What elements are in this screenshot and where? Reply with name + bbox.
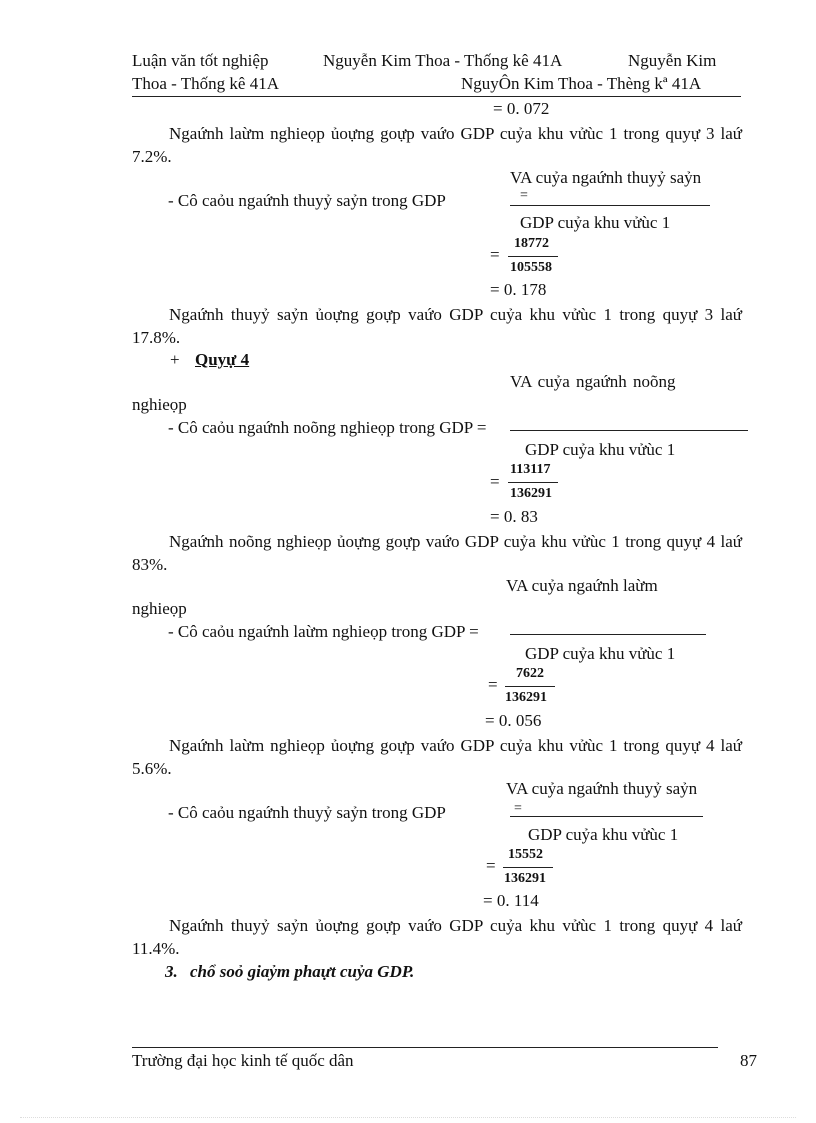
header-rule [132,96,741,97]
fraction-bar [510,430,748,431]
header-author: Nguyễn Kim Thoa - Thống kê 41A [323,51,563,70]
bullet-plus: + [170,350,180,369]
fraction-numerator-label-cont: nghieọp [132,599,187,618]
fraction-denominator: 136291 [505,690,547,705]
header-author-garbled: NguyÔn Kim Thoa - Thèng kª 41A [461,74,702,93]
fraction-bar [508,482,558,483]
fraction-denominator: 136291 [510,486,552,501]
page-number: 87 [740,1051,757,1070]
paragraph: Ngaứnh laừm nghieọp ủoựng goựp vaứo GDP cuỷa khu vửùc 1 trong quyự 4 laứ 5.6%. [132,736,742,778]
fraction-bar [510,816,703,817]
paragraph: Ngaứnh thuyỷ saỷn ủoựng goựp vaứo GDP cuỷa khu vửùc 1 trong quyự 4 laứ 11.4%. [132,916,742,958]
formula-label: - Cô caỏu ngaứnh laừm nghieọp trong GDP = [168,622,479,641]
fraction-denominator: 105558 [510,260,552,275]
fraction-denominator-label: GDP cuỷa khu vửùc 1 [525,440,676,459]
fraction-bar [505,686,555,687]
fraction-bar [503,867,553,868]
quarter-heading: Quyự 4 [195,350,250,369]
equals-sign: = [520,188,528,203]
result-value: = 0. 83 [490,507,538,526]
page-edge [20,1117,796,1118]
formula-label: - Cô caỏu ngaứnh thuyỷ saỷn trong GDP [168,191,446,210]
paragraph: Ngaứnh laừm nghieọp ủoựng goựp vaứo GDP cuỷa khu vửùc 1 trong quyự 3 laứ 7.2%. [132,124,742,166]
fraction-numerator-label: VA cuỷa ngaứnh thuyỷ saỷn [510,168,702,187]
fraction-numerator-label-cont: nghieọp [132,395,187,414]
equals-sign: = [490,245,500,264]
formula-label: - Cô caỏu ngaứnh thuyỷ saỷn trong GDP [168,803,446,822]
section-title: chổ soỏ giaỷm phaựt cuỷa GDP. [190,962,415,981]
paragraph: Ngaứnh noõng nghieọp ủoựng goựp vaứo GDP cuỷa khu vửùc 1 trong quyự 4 laứ 83%. [132,532,742,574]
formula-label: - Cô caỏu ngaứnh noõng nghieọp trong GDP = [168,418,487,437]
fraction-numerator-label: VA cuỷa ngaứnh noõng [510,372,676,391]
header-thesis-label: Luận văn tốt nghiệp [132,51,269,70]
section-number: 3. [165,962,178,981]
result-value: = 0. 178 [490,280,547,299]
fraction-numerator: 7622 [516,666,544,681]
footer-school: Trường đại học kinh tế quốc dân [132,1051,354,1070]
fraction-numerator-label: VA cuỷa ngaứnh laừm [506,576,658,595]
fraction-bar [510,205,710,206]
fraction-denominator: 136291 [504,871,546,886]
fraction-bar [510,634,706,635]
equals-sign: = [490,472,500,491]
header-author-wrap: Nguyễn Kim [628,51,717,70]
fraction-denominator-label: GDP cuỷa khu vửùc 1 [528,825,679,844]
result-value: = 0. 072 [493,99,550,118]
fraction-denominator-label: GDP cuỷa khu vửùc 1 [525,644,676,663]
fraction-numerator: 15552 [508,847,543,862]
fraction-numerator: 18772 [514,236,549,251]
equals-sign: = [514,801,522,816]
fraction-numerator-label: VA cuỷa ngaứnh thuyỷ saỷn [506,779,698,798]
result-value: = 0. 056 [485,711,542,730]
fraction-bar [508,256,558,257]
result-value: = 0. 114 [483,891,539,910]
fraction-numerator: 113117 [510,462,551,477]
fraction-denominator-label: GDP cuỷa khu vửùc 1 [520,213,671,232]
equals-sign: = [486,856,496,875]
equals-sign: = [488,675,498,694]
footer-rule [132,1047,718,1048]
header-author-cont: Thoa - Thống kê 41A [132,74,279,93]
paragraph: Ngaứnh thuyỷ saỷn ủoựng goựp vaứo GDP cuỷa khu vửùc 1 trong quyự 3 laứ 17.8%. [132,305,742,347]
